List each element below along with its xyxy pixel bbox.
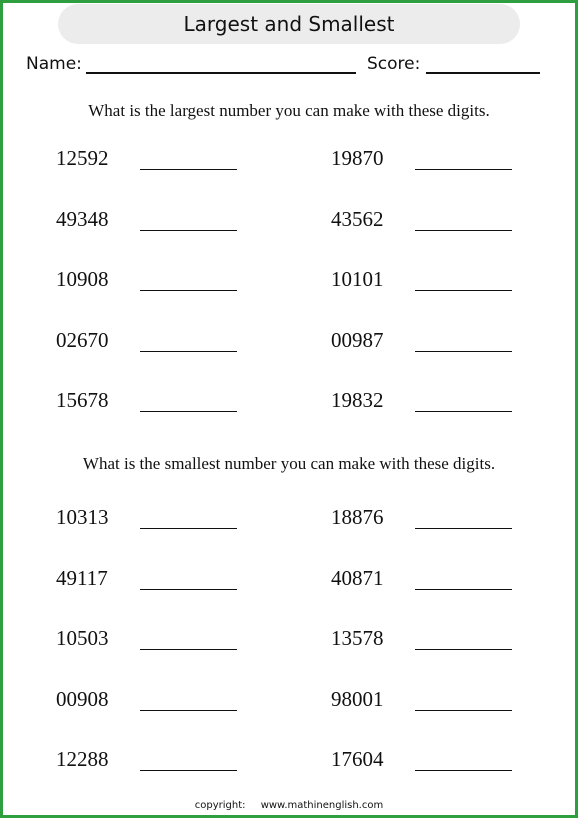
digit-number: 18876 [331, 505, 384, 529]
digit-number: 13578 [331, 626, 384, 650]
answer-blank[interactable] [415, 528, 512, 529]
answer-blank[interactable] [140, 290, 237, 291]
digit-number: 19870 [331, 146, 384, 170]
answer-blank[interactable] [415, 589, 512, 590]
answer-blank[interactable] [415, 169, 512, 170]
title-text: Largest and Smallest [183, 12, 395, 36]
answer-blank[interactable] [140, 169, 237, 170]
digit-number: 49348 [56, 207, 109, 231]
answer-blank[interactable] [140, 528, 237, 529]
digit-number: 00908 [56, 687, 109, 711]
website-link[interactable]: www.mathinenglish.com [260, 800, 384, 811]
answer-blank[interactable] [415, 649, 512, 650]
digit-number: 12288 [56, 747, 109, 771]
digit-number: 17604 [331, 747, 384, 771]
digit-number: 98001 [331, 687, 384, 711]
answer-blank[interactable] [415, 710, 512, 711]
answer-blank[interactable] [140, 710, 237, 711]
answer-blank[interactable] [140, 770, 237, 771]
name-score-row [26, 54, 556, 78]
digit-number: 40871 [331, 566, 384, 590]
digit-number: 02670 [56, 328, 109, 352]
name-label: Name: [26, 54, 82, 74]
answer-blank[interactable] [415, 230, 512, 231]
answer-blank[interactable] [140, 351, 237, 352]
answer-blank[interactable] [415, 770, 512, 771]
copyright-label: copyright: [194, 800, 246, 811]
digit-number: 49117 [56, 566, 108, 590]
answer-blank[interactable] [415, 290, 512, 291]
answer-blank[interactable] [415, 411, 512, 412]
digit-number: 10503 [56, 626, 109, 650]
digit-number: 43562 [331, 207, 384, 231]
digit-number: 15678 [56, 388, 109, 412]
name-field[interactable] [86, 72, 356, 74]
worksheet-title [58, 4, 520, 44]
largest-instruction: What is the largest number you can make with these digits. [88, 101, 490, 120]
answer-blank[interactable] [140, 230, 237, 231]
digit-number: 12592 [56, 146, 109, 170]
digit-number: 19832 [331, 388, 384, 412]
digit-number: 10313 [56, 505, 109, 529]
digit-number: 10101 [331, 267, 384, 291]
answer-blank[interactable] [140, 589, 237, 590]
smallest-instruction: What is the smallest number you can make with these digits. [82, 454, 496, 473]
answer-blank[interactable] [140, 411, 237, 412]
score-field[interactable] [426, 72, 540, 74]
score-label: Score: [367, 54, 421, 74]
digit-number: 10908 [56, 267, 109, 291]
answer-blank[interactable] [415, 351, 512, 352]
footer [0, 800, 578, 811]
answer-blank[interactable] [140, 649, 237, 650]
footer-underline [92, 815, 248, 816]
digit-number: 00987 [331, 328, 384, 352]
